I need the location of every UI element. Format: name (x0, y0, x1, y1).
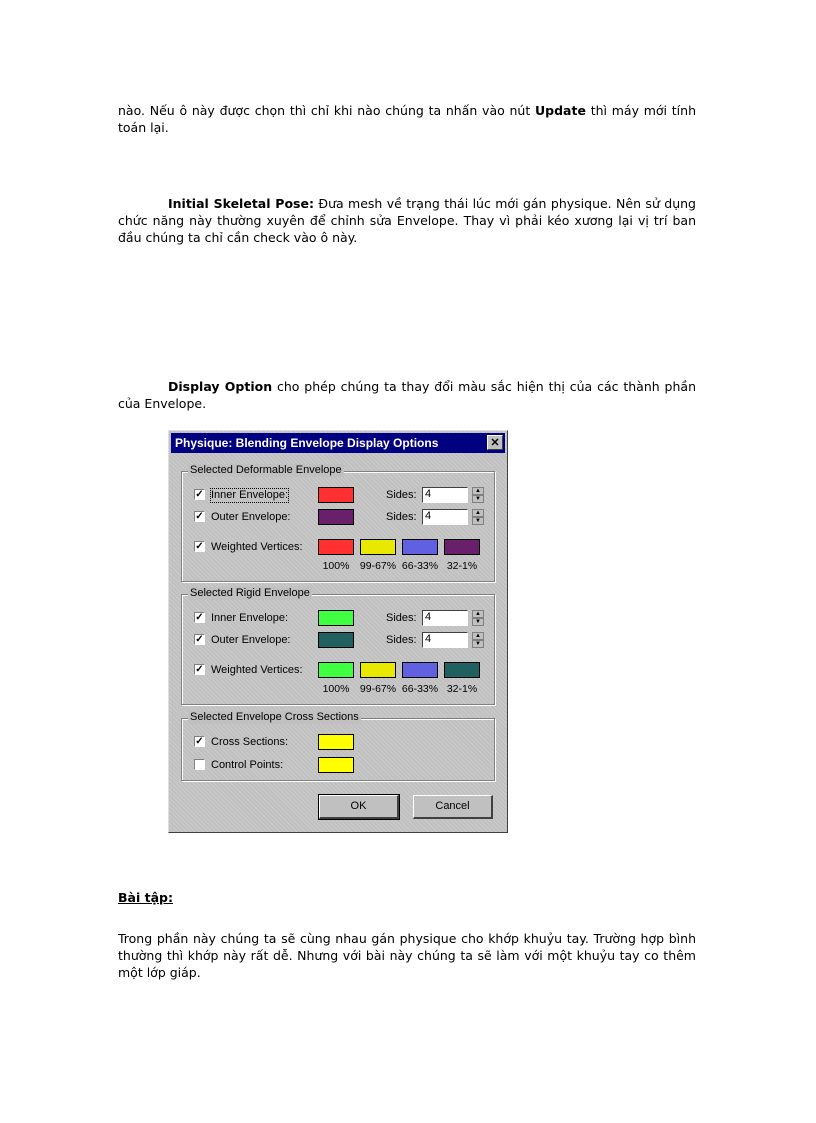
spinner-down-icon[interactable]: ▼ (472, 517, 484, 525)
cross-sections-swatch[interactable] (318, 734, 354, 750)
rigid-outer-row (182, 632, 494, 650)
rigid-weighted-checkbox[interactable]: ✓ (195, 664, 204, 675)
deformable-weighted-row (182, 539, 494, 557)
rigid-outer-label: Outer Envelope: (211, 634, 291, 646)
deformable-inner-row (182, 487, 494, 505)
spinner-down-icon[interactable]: ▼ (472, 618, 484, 626)
deformable-weighted-checkbox[interactable]: ✓ (195, 541, 204, 552)
rigid-weighted-label: Weighted Vertices: (211, 664, 303, 676)
rigid-inner-sides-input[interactable]: 4 (422, 610, 468, 626)
spinner-up-icon[interactable]: ▲ (472, 509, 484, 517)
deformable-weighted-label: Weighted Vertices: (211, 541, 303, 553)
control-points-checkbox[interactable] (194, 759, 205, 770)
spinner-down-icon[interactable]: ▼ (472, 640, 484, 648)
rigid-inner-checkbox[interactable]: ✓ (195, 612, 204, 623)
deformable-inner-sides-input[interactable]: 4 (422, 487, 468, 503)
sides-label: Sides: (386, 489, 417, 501)
rigid-envelope-group (181, 587, 495, 705)
percent-label: 100% (322, 683, 350, 695)
cross-sections-checkbox[interactable]: ✓ (195, 736, 204, 747)
deformable-outer-spinner[interactable] (472, 509, 484, 525)
group-title: Selected Envelope Cross Sections (190, 711, 359, 723)
group-title: Selected Rigid Envelope (190, 587, 310, 599)
rigid-inner-row (182, 610, 494, 628)
deformable-envelope-group (181, 464, 495, 582)
sides-label: Sides: (386, 612, 417, 624)
rigid-weighted-swatch-2[interactable] (360, 662, 396, 678)
deformable-inner-checkbox[interactable]: ✓ (195, 489, 204, 500)
deformable-outer-swatch[interactable] (318, 509, 354, 525)
rigid-inner-spinner[interactable] (472, 610, 484, 626)
sides-label: Sides: (386, 634, 417, 646)
dialog-title: Physique: Blending Envelope Display Options (175, 436, 439, 450)
spinner-down-icon[interactable]: ▼ (472, 495, 484, 503)
control-points-label: Control Points: (211, 759, 284, 771)
spinner-up-icon[interactable]: ▲ (472, 487, 484, 495)
rigid-percent-row (182, 683, 494, 701)
dialog-titlebar (171, 433, 505, 453)
percent-label: 99-67% (359, 683, 397, 695)
rigid-inner-swatch[interactable] (318, 610, 354, 626)
display-options-dialog (168, 430, 508, 833)
deformable-percent-row (182, 560, 494, 578)
paragraph-initial-skeletal-pose: Initial Skeletal Pose: Đưa mesh về trạng thái lúc mới gán physique. Nên sử dụng chức năng này thường xuyên để chỉnh sửa Envelope. Thay vì phải kéo xương lại vị trí ban đầu chúng ta chỉ cần check vào ô này. (118, 196, 696, 245)
rigid-weighted-swatch-1[interactable] (318, 662, 354, 678)
exercise-heading: Bài tập: (118, 890, 173, 905)
deformable-weighted-swatch-2[interactable] (360, 539, 396, 555)
paragraph-exercise: Trong phần này chúng ta sẽ cùng nhau gán physique cho khớp khuỷu tay. Trường hợp bình thường thì khớp này rất dễ. Nhưng với bài này chúng ta sẽ làm với một khuỷu tay co thêm một lớp giáp. (118, 931, 696, 980)
rigid-outer-swatch[interactable] (318, 632, 354, 648)
paragraph-display-option: Display Option cho phép chúng ta thay đổi màu sắc hiện thị của các thành phần của Envelope. (118, 379, 696, 411)
rigid-inner-label: Inner Envelope: (211, 612, 289, 624)
deformable-outer-row (182, 509, 494, 527)
cancel-button[interactable]: Cancel (413, 795, 493, 819)
deformable-inner-label: Inner Envelope: (211, 489, 289, 501)
deformable-weighted-swatch-1[interactable] (318, 539, 354, 555)
percent-label: 32-1% (446, 683, 478, 695)
rigid-weighted-swatch-3[interactable] (402, 662, 438, 678)
rigid-outer-checkbox[interactable]: ✓ (195, 634, 204, 645)
rigid-weighted-row (182, 662, 494, 680)
cross-sections-group (181, 711, 495, 781)
percent-label: 66-33% (401, 560, 439, 572)
deformable-outer-label: Outer Envelope: (211, 511, 291, 523)
spinner-up-icon[interactable]: ▲ (472, 632, 484, 640)
percent-label: 66-33% (401, 683, 439, 695)
percent-label: 100% (322, 560, 350, 572)
control-points-swatch[interactable] (318, 757, 354, 773)
close-icon[interactable]: ✕ (487, 435, 503, 450)
deformable-outer-sides-input[interactable]: 4 (422, 509, 468, 525)
cross-sections-row (182, 734, 494, 752)
sides-label: Sides: (386, 511, 417, 523)
rigid-outer-spinner[interactable] (472, 632, 484, 648)
deformable-weighted-swatch-4[interactable] (444, 539, 480, 555)
control-points-row (182, 757, 494, 775)
group-title: Selected Deformable Envelope (190, 464, 342, 476)
deformable-outer-checkbox[interactable]: ✓ (195, 511, 204, 522)
paragraph-update: nào. Nếu ô này được chọn thì chỉ khi nào chúng ta nhấn vào nút Update thì máy mới tính toán lại. (118, 103, 696, 135)
deformable-inner-swatch[interactable] (318, 487, 354, 503)
deformable-weighted-swatch-3[interactable] (402, 539, 438, 555)
rigid-weighted-swatch-4[interactable] (444, 662, 480, 678)
percent-label: 99-67% (359, 560, 397, 572)
rigid-outer-sides-input[interactable]: 4 (422, 632, 468, 648)
spinner-up-icon[interactable]: ▲ (472, 610, 484, 618)
ok-button[interactable]: OK (319, 795, 399, 819)
percent-label: 32-1% (446, 560, 478, 572)
deformable-inner-spinner[interactable] (472, 487, 484, 503)
cross-sections-label: Cross Sections: (211, 736, 289, 748)
